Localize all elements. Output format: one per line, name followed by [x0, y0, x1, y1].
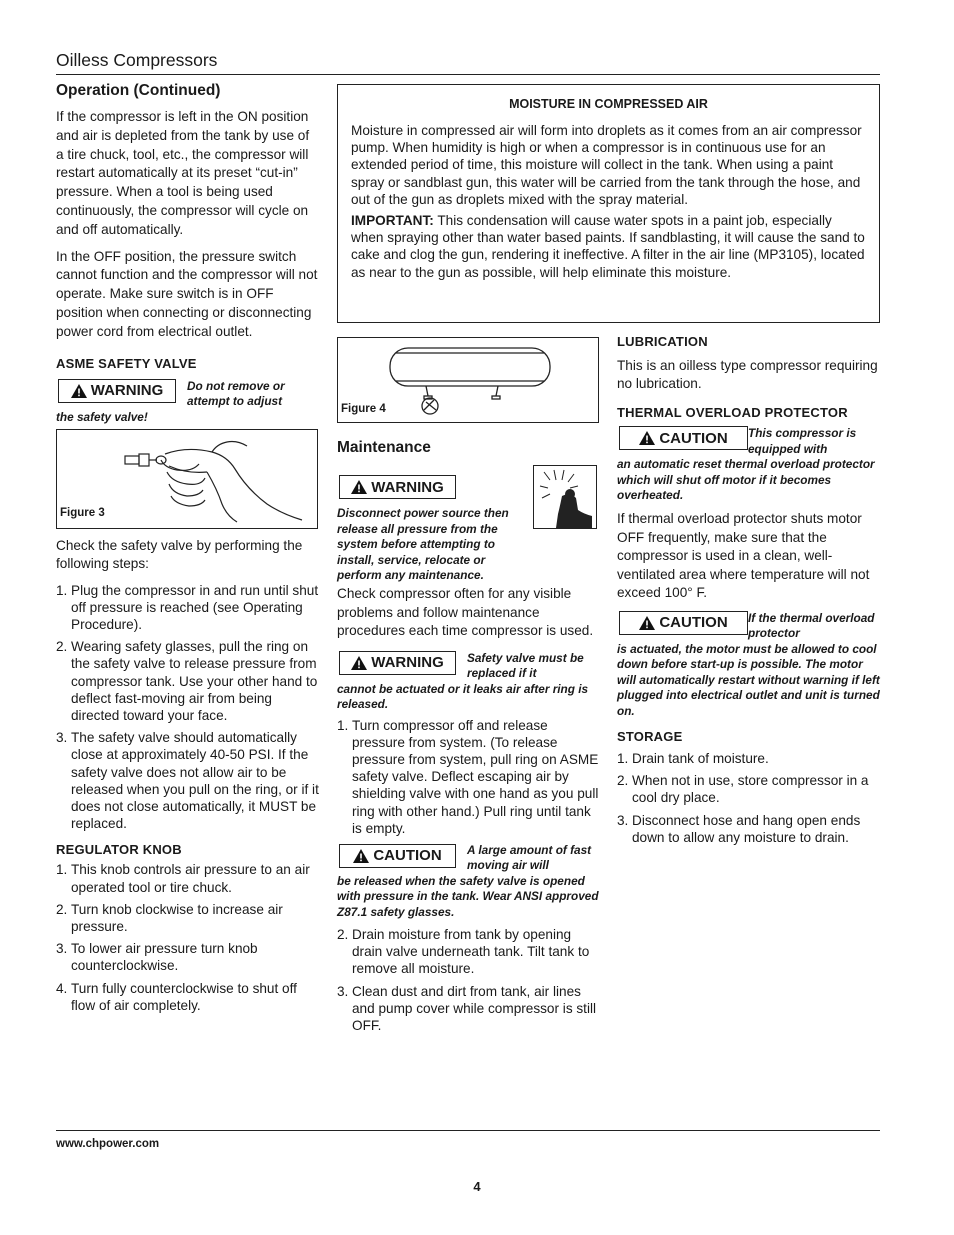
asme-notice-a: Do not remove or attempt to adjust — [187, 378, 285, 409]
caution-badge — [339, 844, 456, 868]
alert-triangle-icon — [71, 384, 87, 398]
maintenance-notice: Disconnect power source then release all pressure from the system before attempting to install, service, relocate or perform any maintenance. — [337, 506, 509, 582]
moisture-important — [351, 212, 865, 281]
moisture-paragraph: Moisture in compressed air will form into droplets as it comes from an air compressor pump. When humidity is high or when a compressor is in continuous use for an extended period of time, this moisture will collect in the tank. When using a paint spray or sandblast gun, this water will be carried from the tank through the hose, and out of the gun as droplets mixed with the spray material. — [351, 123, 862, 207]
warning-badge-label: WARNING — [371, 478, 444, 496]
storage-step — [617, 772, 882, 806]
footer-rule — [56, 1130, 880, 1131]
storage-steps-list — [617, 750, 882, 846]
figure-4 — [337, 337, 599, 423]
regulator-step — [56, 861, 320, 895]
list-text: The safety valve should automatically close at approximately 40-50 PSI. If the safety valve does not allow air to be released when you pull on the ring, or if it does not close automatically, it MUST be replaced. — [71, 730, 319, 832]
list-text: Turn knob clockwise to increase air pressure. — [71, 901, 283, 935]
maintenance-step — [337, 926, 599, 978]
list-text: This knob controls air pressure to an air operated tool or tire chuck. — [71, 862, 310, 895]
list-text: Clean dust and dirt from tank, air lines and pump cover while compressor is still OFF. — [352, 983, 597, 1033]
thermal-heading: THERMAL OVERLOAD PROTECTOR — [617, 405, 848, 420]
list-number: 2. — [337, 926, 349, 942]
check-intro: Check the safety valve by performing the following steps: — [56, 537, 303, 572]
list-number: 3. — [337, 983, 349, 999]
regulator-steps-list — [56, 861, 320, 1014]
caution-badge-label: CAUTION — [373, 847, 442, 865]
regulator-heading: REGULATOR KNOB — [56, 842, 182, 858]
asme-warning — [56, 377, 320, 427]
air-tank-illustration — [386, 344, 556, 418]
operation-paragraph-2: In the OFF position, the pressure switch cannot function and the compressor will not operate. Make sure switch is in OFF position when connecting or disconnecting power cord from electrical outlet. — [56, 248, 318, 339]
maintenance-step — [337, 717, 599, 837]
thermal-notice-a: This compressor is equipped with — [748, 426, 857, 456]
maintenance-steps-b — [337, 926, 599, 1034]
list-number: 2. — [56, 901, 68, 917]
regulator-step — [56, 980, 320, 1014]
alert-triangle-icon — [351, 656, 367, 670]
check-steps-list — [56, 582, 320, 833]
list-number: 1. — [56, 862, 68, 878]
thermal-paragraph: If thermal overload protector shuts motor OFF frequently, make sure that the compressor is used in a clean, well-ventilated area where temperature will not exceed 100° F. — [617, 511, 870, 601]
alert-triangle-icon — [351, 480, 367, 494]
thermal-caution-2 — [617, 611, 882, 727]
asme-heading: ASME SAFETY VALVE — [56, 355, 197, 371]
list-number: 2. — [617, 773, 629, 789]
operation-heading: Operation (Continued) — [56, 82, 221, 99]
caution-badge — [619, 611, 748, 635]
maintenance-paragraph: Check compressor often for any visible problems and follow maintenance procedures each time compressor is used. — [337, 586, 594, 638]
storage-heading: STORAGE — [617, 728, 683, 744]
list-number: 4. — [56, 980, 68, 996]
list-text: Drain tank of moisture. — [632, 750, 769, 766]
caution-badge — [619, 426, 748, 450]
list-text: To lower air pressure turn knob counterclockwise. — [71, 941, 258, 974]
list-text: When not in use, store compressor in a cool dry place. — [632, 773, 869, 806]
hand-pulling-valve-illustration — [117, 434, 307, 524]
operation-paragraph-1: If the compressor is left in the ON position and air is depleted from the tank by use of a tire chuck, tool, etc., the compressor will restart automatically at its preset “cut-in” pressure. When a tool is being used continuously, the compressor will cycle on and off automatically. — [56, 109, 310, 237]
list-text: Turn fully counterclockwise to shut off flow of air completely. — [71, 980, 297, 1013]
warning-badge — [58, 379, 176, 403]
caution-notice-block — [337, 842, 599, 922]
check-step — [56, 729, 320, 832]
list-number: 3. — [617, 812, 629, 828]
asme-notice-b: the safety valve! — [56, 409, 148, 424]
footer-url[interactable]: www.chpower.com — [56, 1138, 160, 1150]
list-number: 1. — [337, 717, 349, 733]
warning-badge — [339, 651, 456, 675]
column-3 — [617, 334, 882, 851]
page-header-title: Oilless Compressors — [56, 50, 218, 70]
list-text: Drain moisture from tank by opening drain valve underneath tank. Tilt tank to remove all moisture. — [352, 926, 590, 977]
figure-3-label: Figure 3 — [60, 506, 105, 519]
warning-badge — [339, 475, 456, 499]
thermal-notice-b: an automatic reset thermal overload protector which will shut off motor if it becomes overheated. — [617, 457, 875, 502]
safety-valve-notice-b: cannot be actuated or it leaks air after ring is released. — [337, 681, 589, 711]
page-number: 4 — [473, 1179, 481, 1194]
alert-triangle-icon — [639, 431, 655, 445]
alert-triangle-icon — [353, 849, 369, 863]
thermal2-notice-b: is actuated, the motor must be allowed to cool down before start-up is possible. The motor will automatically restart without warning if left plugged into electrical outlet and unit is turned on. — [617, 641, 880, 718]
list-number: 3. — [56, 730, 68, 746]
list-number: 1. — [617, 750, 629, 766]
warning-badge-label: WARNING — [371, 654, 444, 671]
caution-badge-label: CAUTION — [659, 614, 728, 632]
regulator-step — [56, 940, 320, 974]
alert-triangle-icon — [639, 616, 655, 630]
lubrication-paragraph: This is an oilless type compressor requiring no lubrication. — [617, 358, 878, 391]
list-text: Turn compressor off and release pressure from system. (To release pressure from system, pull ring on ASME safety valve. Deflect escaping air by shielding valve with one hand as you pull ring with other hand.) Pull ring until tank is empty. — [352, 717, 599, 836]
maintenance-warning — [337, 465, 599, 581]
moisture-title: MOISTURE IN COMPRESSED AIR — [509, 97, 708, 111]
caution-badge-label: CAUTION — [659, 429, 728, 447]
check-step — [56, 638, 320, 724]
figure-3 — [56, 429, 318, 529]
storage-step — [617, 750, 882, 767]
safety-valve-notice-a: Safety valve must be replaced if it — [467, 650, 584, 680]
moisture-box — [337, 84, 880, 323]
list-text: Wearing safety glasses, pull the ring on the safety valve to release pressure from compressor tank. Use your other hand to deflect fast-moving air from being directed toward your face. — [71, 639, 318, 723]
column-1 — [56, 82, 320, 1019]
warning-badge-label: WARNING — [90, 382, 164, 400]
thermal2-notice-a: If the thermal overload protector — [748, 610, 875, 641]
important-text: This condensation will cause water spots in a paint job, especially when spraying other than water based paints. If sandblasting, it will cause the sand to cake and clog the gun, rendering it ineffective. A filter in the air line (MP3105), located as near to the gun as possible, will help eliminate this moisture. — [351, 213, 865, 280]
list-number: 1. — [56, 582, 68, 598]
caution-notice-a: A large amount of fast moving air will — [467, 842, 592, 873]
caution-notice-b: be released when the safety valve is opened with pressure in the tank. Wear ANSI approved Z87.1 safety glasses. — [337, 873, 599, 919]
maintenance-heading: Maintenance — [337, 439, 431, 456]
thermal-caution — [617, 426, 882, 506]
column-2 — [337, 337, 599, 1039]
list-number: 3. — [56, 941, 68, 957]
storage-step — [617, 812, 882, 846]
electric-shock-icon — [533, 465, 597, 529]
important-label: IMPORTANT: — [351, 213, 434, 229]
safety-valve-warning — [337, 649, 599, 715]
header-rule — [56, 74, 880, 75]
figure-4-label: Figure 4 — [341, 403, 386, 415]
maintenance-step — [337, 983, 599, 1035]
regulator-step — [56, 901, 320, 935]
check-step — [56, 582, 320, 634]
list-number: 2. — [56, 639, 68, 655]
maintenance-steps-a — [337, 717, 599, 837]
list-text: Plug the compressor in and run until shut off pressure is reached (see Operating Procedure). — [71, 582, 319, 632]
lubrication-heading: LUBRICATION — [617, 334, 708, 349]
list-text: Disconnect hose and hang open ends down to allow any moisture to drain. — [632, 812, 861, 845]
